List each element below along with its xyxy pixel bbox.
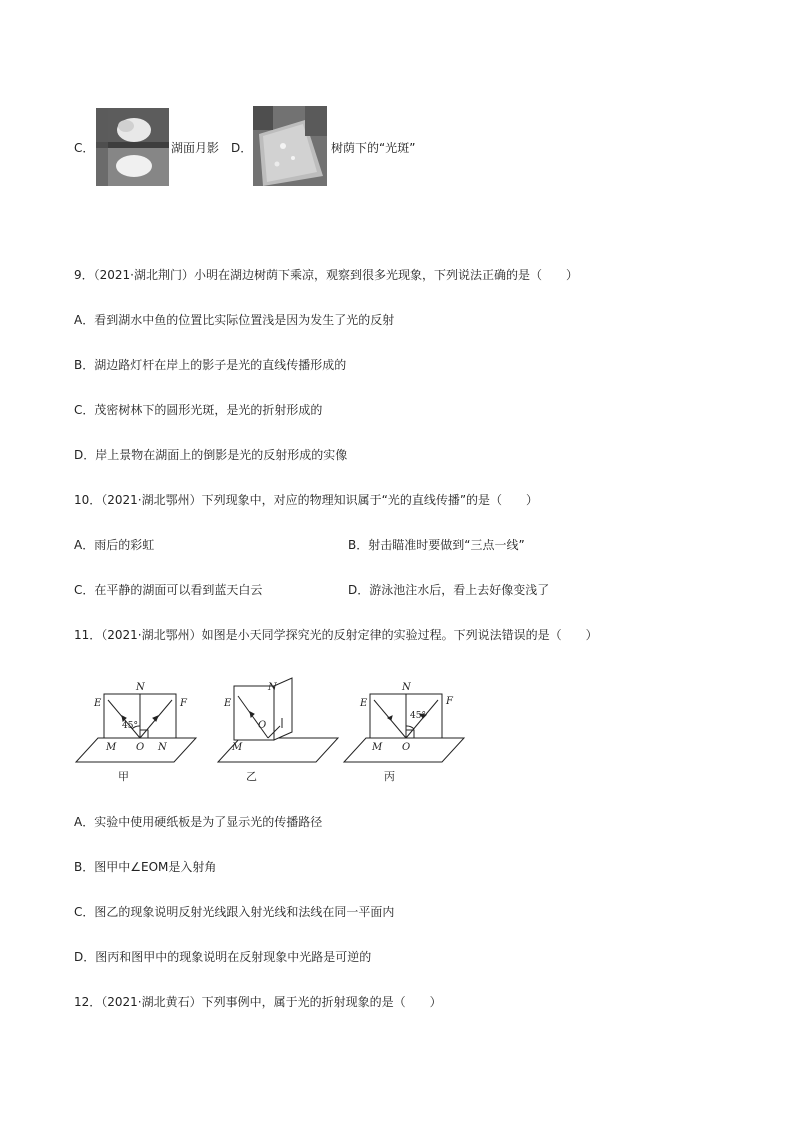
light-spot-image	[253, 106, 327, 186]
lake-moon-image	[96, 108, 169, 186]
jia-label-n: N	[136, 682, 145, 693]
bing-label-m: M	[372, 742, 383, 753]
jia-label-e: E	[94, 698, 102, 709]
question-9-option-b: B．湖边路灯杆在岸上的影子是光的直线传播形成的	[74, 358, 347, 372]
bing-label-angle: 45°	[410, 711, 426, 721]
caption-jia: 甲	[118, 770, 129, 783]
caption-yi: 乙	[246, 770, 257, 783]
question-10-option-d: D．游泳池注水后，看上去好像变浅了	[348, 583, 550, 597]
question-10-option-b: B．射击瞄准时要做到“三点一线”	[348, 538, 525, 552]
yi-label-o: O	[258, 720, 267, 731]
reflection-experiment-figure	[60, 676, 500, 786]
question-10-option-c: C．在平静的湖面可以看到蓝天白云	[74, 583, 263, 597]
question-12-stem: 12．（2021·湖北黄石）下列事例中，属于光的折射现象的是（ ）	[74, 995, 442, 1009]
question-11-stem: 11．（2021·湖北鄂州）如图是小天同学探究光的反射定律的实验过程。下列说法错误的是（ ）	[74, 628, 598, 642]
option-d-caption: 树荫下的“光斑”	[331, 141, 416, 155]
bing-label-n: N	[402, 682, 411, 693]
bing-label-o: O	[402, 742, 411, 753]
yi-label-e: E	[224, 698, 232, 709]
question-10-option-a: A．雨后的彩虹	[74, 538, 155, 552]
question-11-option-b: B．图甲中∠EOM是入射角	[74, 860, 217, 874]
jia-label-m: M	[106, 742, 117, 753]
bing-label-f: F	[446, 696, 453, 707]
question-10-stem: 10．（2021·湖北鄂州）下列现象中，对应的物理知识属于“光的直线传播”的是（ ）	[74, 493, 539, 507]
jia-label-o: O	[136, 742, 145, 753]
question-11-option-c: C．图乙的现象说明反射光线跟入射光线和法线在同一平面内	[74, 905, 395, 919]
question-9-option-c: C．茂密树林下的圆形光斑，是光的折射形成的	[74, 403, 323, 417]
lake-moon-reflection-photo	[96, 108, 169, 186]
question-11-option-a: A．实验中使用硬纸板是为了显示光的传播路径	[74, 815, 323, 829]
question-9-stem: 9．（2021·湖北荆门）小明在湖边树荫下乘凉，观察到很多光现象，下列说法正确的是（ ）	[74, 268, 578, 282]
question-9-option-a: A．看到湖水中鱼的位置比实际位置浅是因为发生了光的反射	[74, 313, 395, 327]
question-11-option-d: D．图丙和图甲中的现象说明在反射现象中光路是可逆的	[74, 950, 372, 964]
question-9-option-d: D．岸上景物在湖面上的倒影是光的反射形成的实像	[74, 448, 348, 462]
jia-label-n2: N	[158, 742, 167, 753]
jia-label-angle: 45°	[122, 721, 138, 731]
yi-label-m: M	[232, 742, 243, 753]
option-d-label: D．	[231, 141, 253, 155]
option-c-label: C．	[74, 141, 95, 155]
jia-label-f: F	[180, 698, 187, 709]
yi-left-cardboard	[234, 686, 274, 740]
tree-shade-light-spot-photo	[253, 106, 327, 186]
yi-label-n: N	[268, 682, 277, 693]
caption-bing: 丙	[384, 770, 395, 783]
option-c-caption: 湖面月影	[171, 141, 220, 155]
bing-label-e: E	[360, 698, 368, 709]
